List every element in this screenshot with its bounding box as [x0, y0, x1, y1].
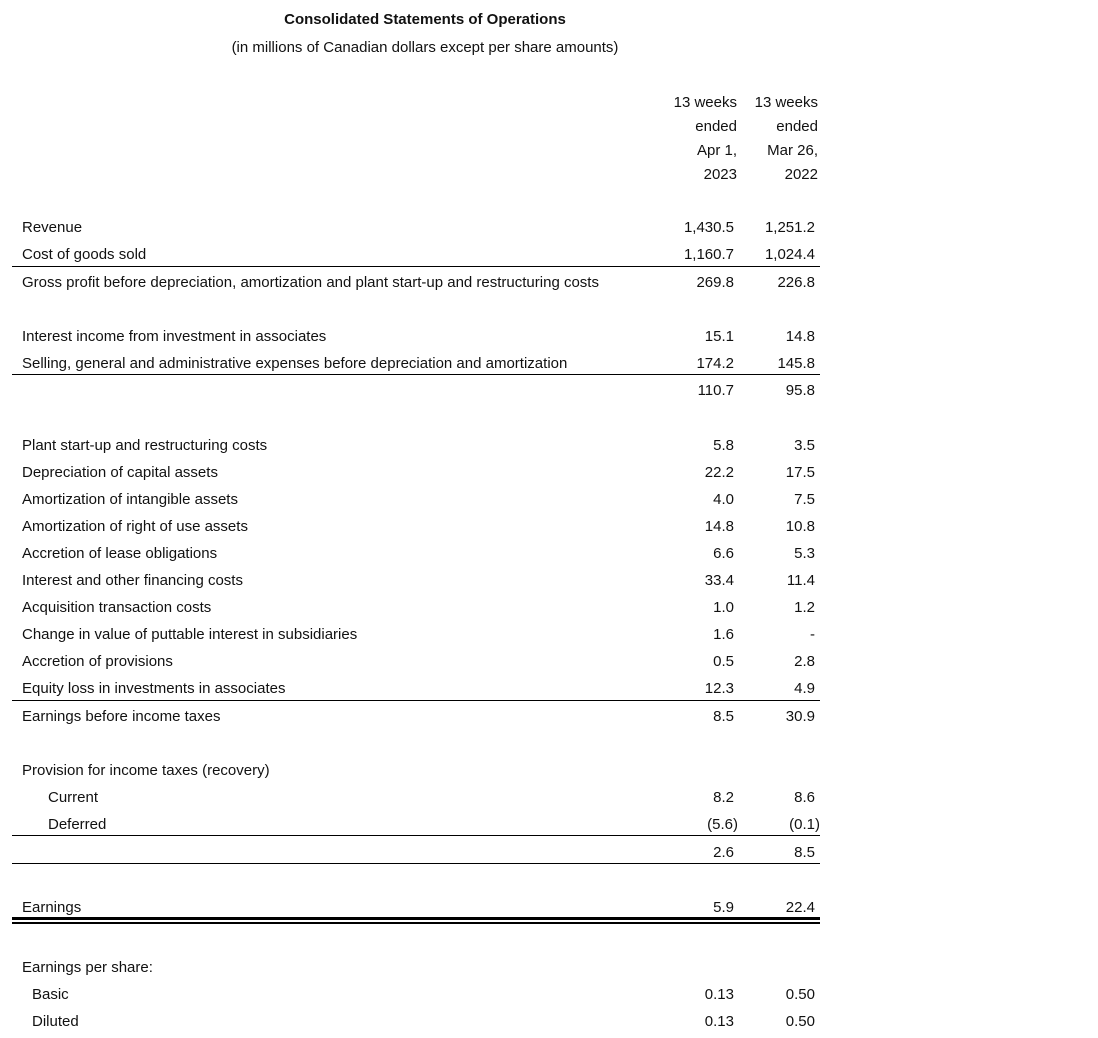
value-2023: 12.3 [704, 680, 734, 697]
row-interest-income [12, 323, 820, 350]
column-header-line: 2022 [784, 166, 818, 183]
value-2023: 5.9 [713, 899, 734, 916]
row-label: Amortization of right of use assets [22, 518, 248, 535]
value-2022: 4.9 [794, 680, 815, 697]
value-2022: 7.5 [794, 491, 815, 508]
row-subtotal [12, 377, 820, 404]
value-2022: 0.50 [785, 1013, 815, 1030]
row-accretion-lease [12, 540, 820, 567]
row-label: Change in value of puttable interest in subsidiaries [22, 626, 358, 643]
column-header-line: 2023 [703, 166, 737, 183]
row-label: Plant start-up and restructuring costs [22, 437, 268, 454]
column-header-line: 13 weeks [754, 94, 818, 111]
divider-line [12, 835, 820, 836]
row-eps-diluted [12, 1008, 820, 1035]
row-label: Interest and other financing costs [22, 572, 243, 589]
row-label: Current [48, 789, 99, 806]
value-2023: 0.13 [704, 1013, 734, 1030]
value-2023: 1,430.5 [683, 219, 734, 236]
row-label: Acquisition transaction costs [22, 599, 212, 616]
row-label: Revenue [22, 219, 83, 236]
value-2022: - [810, 626, 815, 643]
value-2022: 30.9 [785, 708, 815, 725]
value-2022: 17.5 [785, 464, 815, 481]
value-2022: 22.4 [785, 899, 815, 916]
row-acquisition-costs [12, 594, 820, 621]
row-label: Gross profit before depreciation, amortization and plant start-up and restructuring costs [22, 274, 599, 291]
value-2023: 1,160.7 [683, 246, 734, 263]
value-2022: 11.4 [786, 572, 815, 589]
statement-title: Consolidated Statements of Operations [284, 11, 566, 28]
row-label: Amortization of intangible assets [22, 491, 238, 508]
row-amortization-rou [12, 513, 820, 540]
row-revenue [12, 214, 820, 241]
row-label: Diluted [32, 1013, 79, 1030]
row-tax-current [12, 784, 820, 811]
row-label: Equity loss in investments in associates [22, 680, 286, 697]
row-label: Interest income from investment in associates [22, 328, 327, 345]
value-2023: 269.8 [696, 274, 734, 291]
value-2023: 8.5 [713, 708, 734, 725]
row-eps-basic [12, 981, 820, 1008]
value-2023: 110.7 [697, 382, 734, 399]
column-header-line: ended [695, 118, 737, 135]
row-tax-provision-header [12, 757, 820, 784]
row-puttable-interest [12, 621, 820, 648]
row-cost-of-goods-sold [12, 241, 820, 268]
row-label: Deferred [48, 816, 107, 833]
divider-line [12, 863, 820, 864]
value-2022: (0.1) [789, 816, 820, 833]
row-eps-header [12, 954, 820, 981]
row-label: Depreciation of capital assets [22, 464, 218, 481]
value-2022: 10.8 [785, 518, 815, 535]
row-label: Selling, general and administrative expenses before depreciation and amortization [22, 355, 568, 372]
value-2022: 3.5 [794, 437, 815, 454]
value-2022: 226.8 [777, 274, 815, 291]
value-2022: 8.6 [794, 789, 815, 806]
value-2023: 33.4 [704, 572, 734, 589]
double-underline [12, 917, 820, 924]
value-2023: 6.6 [713, 545, 734, 562]
value-2023: 2.6 [713, 844, 734, 861]
column-header-line: Apr 1, [696, 142, 737, 159]
value-2022: 145.8 [777, 355, 815, 372]
row-earnings-before-taxes [12, 703, 820, 730]
value-2023: 4.0 [713, 491, 734, 508]
row-label: Earnings before income taxes [22, 708, 221, 725]
value-2022: 1,024.4 [764, 246, 815, 263]
value-2022: 1.2 [794, 599, 815, 616]
column-header-2022 [728, 91, 818, 187]
row-tax-deferred [12, 811, 820, 838]
value-2023: 1.0 [713, 599, 734, 616]
value-2023: 0.13 [704, 986, 734, 1003]
row-label: Accretion of lease obligations [22, 545, 218, 562]
row-gross-profit [12, 269, 820, 296]
row-label: Basic [32, 986, 69, 1003]
row-tax-total [12, 839, 820, 866]
value-2023: 0.5 [713, 653, 734, 670]
value-2023: 8.2 [713, 789, 734, 806]
value-2023: 5.8 [713, 437, 734, 454]
value-2023: 15.1 [704, 328, 734, 345]
column-header-line: Mar 26, [767, 142, 818, 159]
value-2023: 1.6 [713, 626, 734, 643]
value-2022: 14.8 [785, 328, 815, 345]
value-2023: (5.6) [707, 816, 738, 833]
row-plant-startup [12, 432, 820, 459]
value-2023: 14.8 [704, 518, 734, 535]
value-2022: 95.8 [785, 382, 815, 399]
value-2022: 8.5 [794, 844, 815, 861]
value-2022: 1,251.2 [764, 219, 815, 236]
divider-line [12, 266, 820, 267]
row-depreciation [12, 459, 820, 486]
value-2022: 0.50 [785, 986, 815, 1003]
statement-subtitle: (in millions of Canadian dollars except per share amounts) [231, 39, 619, 56]
divider-line [12, 374, 820, 375]
column-header-line: 13 weeks [673, 94, 737, 111]
value-2023: 174.2 [696, 355, 734, 372]
row-amortization-intangible [12, 486, 820, 513]
row-accretion-provisions [12, 648, 820, 675]
row-label: Earnings per share: [22, 959, 153, 976]
value-2023: 22.2 [704, 464, 734, 481]
column-header-2023 [647, 91, 737, 187]
value-2022: 5.3 [794, 545, 815, 562]
row-label: Earnings [22, 899, 82, 916]
column-header-line: ended [776, 118, 818, 135]
row-label: Accretion of provisions [22, 653, 173, 670]
row-equity-loss [12, 675, 820, 702]
row-interest-financing [12, 567, 820, 594]
row-label: Cost of goods sold [22, 246, 147, 263]
row-sga [12, 350, 820, 377]
divider-line [12, 700, 820, 701]
row-label: Provision for income taxes (recovery) [22, 762, 270, 779]
value-2022: 2.8 [794, 653, 815, 670]
